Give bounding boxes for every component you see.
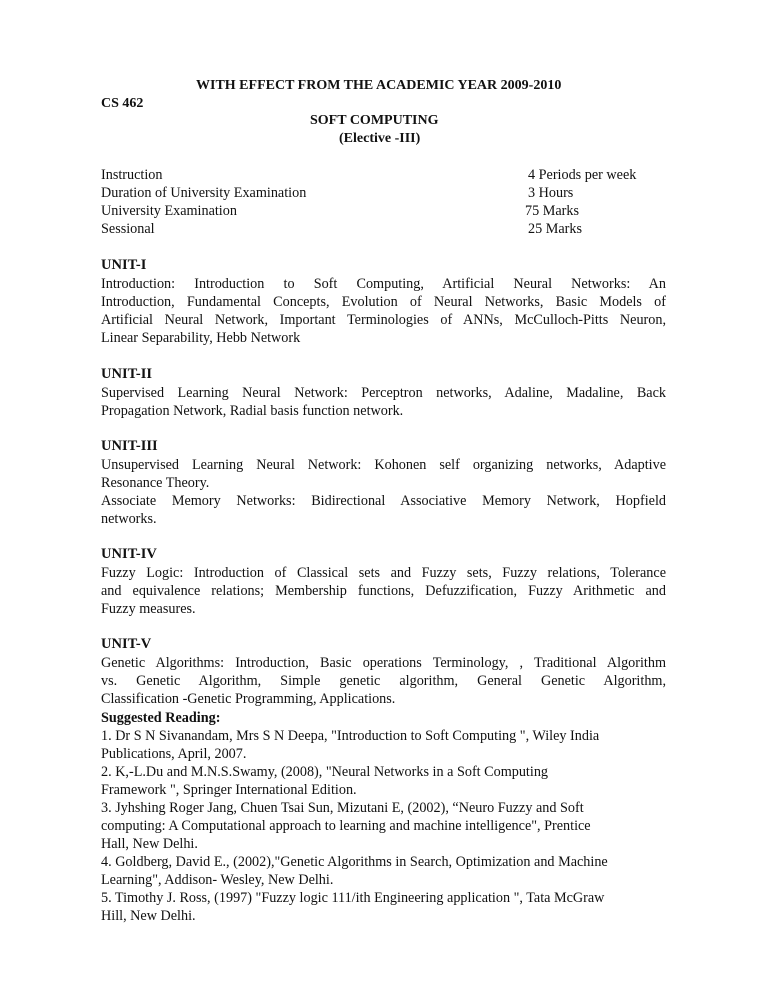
- reading-line: 3. Jyhshing Roger Jang, Chuen Tsai Sun, Mizutani E, (2002), “Neuro Fuzzy and Soft: [101, 800, 584, 816]
- reading-line: Publications, April, 2007.: [101, 746, 247, 762]
- text-line: Linear Separability, Hebb Network: [101, 330, 301, 346]
- text-line: Introduction: Introduction to Soft Computing, Artificial Neural Networks: An: [101, 276, 666, 292]
- elective-label: (Elective -III): [339, 131, 421, 146]
- text-line: Genetic Algorithms: Introduction, Basic operations Terminology, , Traditional Algorithm: [101, 655, 666, 671]
- suggested-reading-list: [101, 727, 666, 925]
- unit-1-title: UNIT-I: [101, 257, 147, 273]
- text-line: Associate Memory Networks: Bidirectional Associative Memory Network, Hopfield: [101, 493, 666, 509]
- course-code: CS 462: [101, 96, 144, 111]
- reading-line: computing: A Computational approach to learning and machine intelligence", Prentice: [101, 818, 591, 834]
- text-line: Supervised Learning Neural Network: Perceptron networks, Adaline, Madaline, Back: [101, 385, 666, 401]
- reading-line: Learning", Addison- Wesley, New Delhi.: [101, 872, 334, 888]
- schedule-label-duration: Duration of University Examination: [101, 185, 307, 201]
- text-line: Fuzzy Logic: Introduction of Classical sets and Fuzzy sets, Fuzzy relations, Tolerance: [101, 565, 666, 581]
- text-line: Introduction, Fundamental Concepts, Evolution of Neural Networks, Basic Models of: [101, 294, 666, 310]
- unit-1-body: [101, 275, 666, 347]
- schedule-value-duration: 3 Hours: [528, 185, 574, 201]
- reading-line: 2. K,-L.Du and M.N.S.Swamy, (2008), "Neural Networks in a Soft Computing: [101, 764, 549, 780]
- text-line: Propagation Network, Radial basis function network.: [101, 403, 404, 419]
- text-line: Resonance Theory.: [101, 475, 210, 491]
- reading-line: 4. Goldberg, David E., (2002),"Genetic Algorithms in Search, Optimization and Machine: [101, 854, 608, 870]
- reading-line: Hall, New Delhi.: [101, 836, 198, 852]
- schedule-label-instruction: Instruction: [101, 167, 163, 183]
- unit-2-title: UNIT-II: [101, 366, 153, 382]
- suggested-reading-title: Suggested Reading:: [101, 710, 221, 726]
- unit-3-title: UNIT-III: [101, 438, 158, 454]
- unit-3-body: [101, 456, 666, 528]
- schedule-value-exam: 75 Marks: [525, 203, 579, 219]
- text-line: Classification -Genetic Programming, Applications.: [101, 691, 396, 707]
- text-line: vs. Genetic Algorithm, Simple genetic algorithm, General Genetic Algorithm,: [101, 673, 666, 689]
- text-line: Fuzzy measures.: [101, 601, 196, 617]
- schedule-label-sessional: Sessional: [101, 221, 155, 237]
- text-line: networks.: [101, 511, 157, 527]
- reading-line: 1. Dr S N Sivanandam, Mrs S N Deepa, "Introduction to Soft Computing ", Wiley India: [101, 728, 600, 744]
- unit-2-body: [101, 384, 666, 420]
- text-line: Unsupervised Learning Neural Network: Kohonen self organizing networks, Adaptive: [101, 457, 666, 473]
- course-title: SOFT COMPUTING: [310, 113, 439, 128]
- effect-line: WITH EFFECT FROM THE ACADEMIC YEAR 2009-2010: [196, 78, 562, 93]
- text-line: Artificial Neural Network, Important Terminologies of ANNs, McCulloch-Pitts Neuron,: [101, 312, 666, 328]
- unit-4-title: UNIT-IV: [101, 546, 157, 562]
- text-line: and equivalence relations; Membership functions, Defuzzification, Fuzzy Arithmetic and: [101, 583, 666, 599]
- schedule-label-exam: University Examination: [101, 203, 237, 219]
- schedule-value-sessional: 25 Marks: [528, 221, 582, 237]
- unit-4-body: [101, 564, 666, 618]
- unit-5-body: [101, 654, 666, 708]
- unit-5-title: UNIT-V: [101, 636, 152, 652]
- reading-line: Hill, New Delhi.: [101, 908, 196, 924]
- schedule-value-instruction: 4 Periods per week: [528, 167, 637, 183]
- reading-line: Framework ", Springer International Edition.: [101, 782, 357, 798]
- reading-line: 5. Timothy J. Ross, (1997) "Fuzzy logic 111/ith Engineering application ", Tata McGraw: [101, 890, 605, 906]
